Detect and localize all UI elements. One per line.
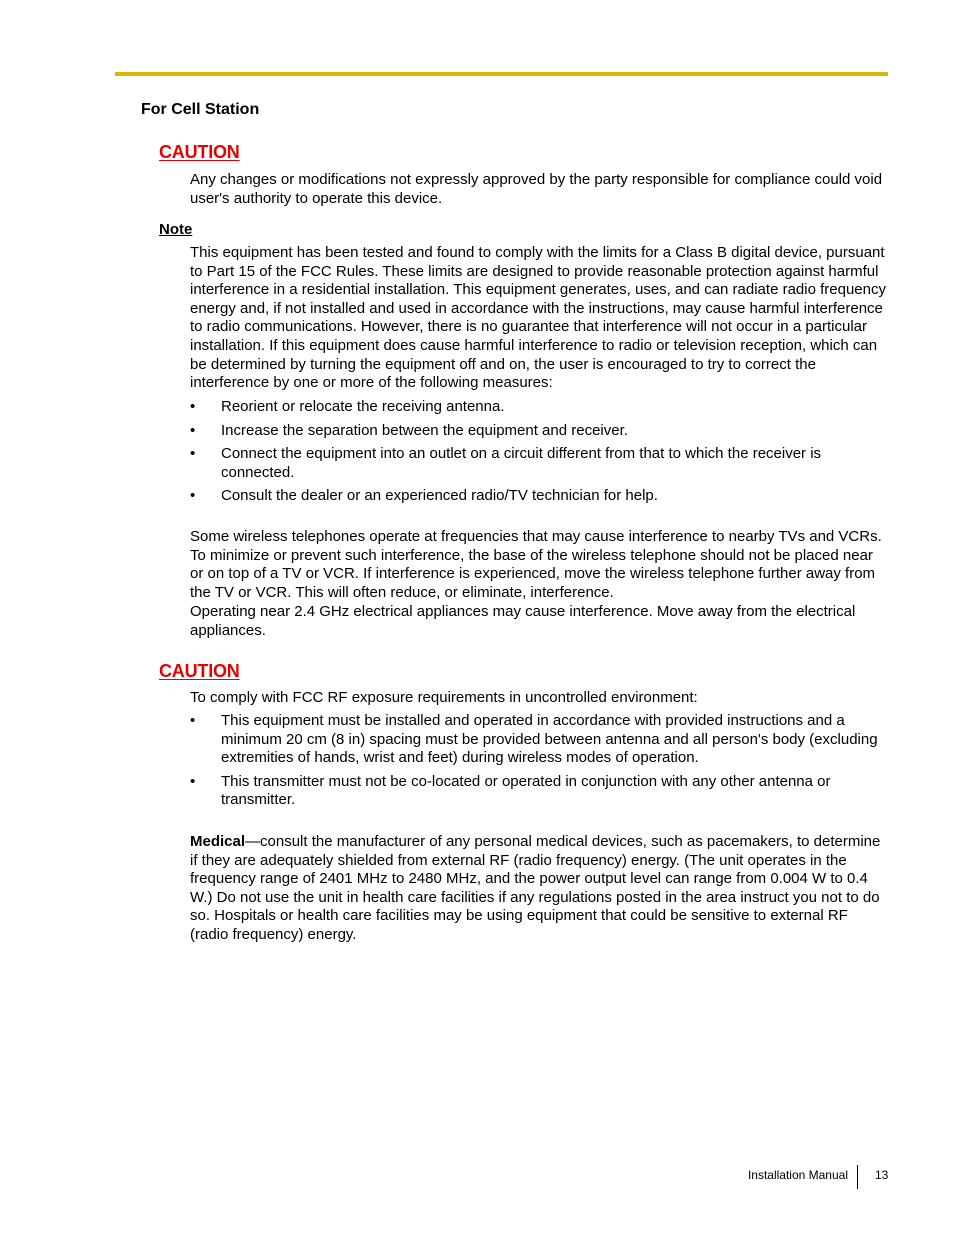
caution-text-1: Any changes or modifications not expressly approved by the party responsible for compliance could void user's authority to operate this device. (190, 171, 883, 207)
bullet-glyph: • (190, 398, 196, 415)
rf-exposure-list (190, 712, 890, 815)
bullet-glyph: • (190, 487, 196, 505)
list-item: • This equipment must be installed and operated in accordance with provided instructions and a minimum 20 cm (8 in) spacing must be provided between antenna and all person's body (excluding extremities of hands, wrist and feet) during wireless modes of operation. (190, 712, 878, 767)
list-item: • Consult the dealer or an experienced radio/TV technician for help. (190, 487, 658, 505)
bullet-glyph: • (190, 712, 196, 729)
footer-title: Installation Manual (747, 1168, 848, 1182)
bullet-glyph: • (190, 421, 196, 439)
medical-paragraph (190, 833, 890, 945)
caution-heading-1: CAUTION (159, 142, 240, 162)
list-item: • Connect the equipment into an outlet on a circuit different from that to which the receiver is connected. (190, 445, 822, 481)
section-title: For Cell Station (141, 101, 260, 118)
bullet-glyph: • (190, 772, 196, 790)
footer-divider (857, 1165, 858, 1189)
operating-note-text: Operating near 2.4 GHz electrical appliances may cause interference. Move away from the electrical appliances. (190, 603, 856, 639)
list-item: • This transmitter must not be co-located or operated in conjunction with any other antenna or transmitter. (190, 772, 831, 809)
bullet-glyph: • (190, 445, 196, 463)
page-number: 13 (875, 1168, 889, 1182)
interference-measures-list (190, 398, 890, 511)
note-text: This equipment has been tested and found to comply with the limits for a Class B digital device, pursuant to Part 15 of the FCC Rules. These limits are designed to provide reasonable protection against harmful interference in a residential installation. This equipment generates, uses, and can radiate radio frequency energy and, if not installed and used in accordance with the instructions, may cause harmful interference to radio communications. However, there is no guarantee that interference will not occur in a particular installation. If this equipment does cause harmful interference to radio or television reception, which can be determined by turning the equipment off and on, the user is encouraged to try to correct the interference by one or more of the following measures: (190, 244, 886, 392)
list-item: • Increase the separation between the equipment and receiver. (190, 421, 628, 439)
caution-intro-2: To comply with FCC RF exposure requirements in uncontrolled environment: (190, 689, 698, 706)
list-item: • Reorient or relocate the receiving antenna. (190, 398, 505, 415)
wireless-interference-text: Some wireless telephones operate at frequencies that may cause interference to nearby TVs and VCRs. To minimize or prevent such interference, the base of the wireless telephone should not be placed near or on top of a TV or VCR. If interference is experienced, move the wireless telephone further away from the TV or VCR. This will often reduce, or eliminate, interference. (190, 528, 882, 601)
note-heading: Note (159, 221, 193, 238)
medical-label: Medical (190, 833, 246, 850)
page-footer (700, 1165, 890, 1189)
medical-text: —consult the manufacturer of any personal medical devices, such as pacemakers, to determine if they are adequately shielded from external RF (radio frequency) energy. (The unit operates in the frequency range of 2401 MHz to 2480 MHz, and the power output level can range from 0.004 W to 0.4 W.) Do not use the unit in health care facilities if any regulations posted in the area instruct you not to do so. Hospitals or health care facilities may be using equipment that could be sensitive to external RF (radio frequency) energy. (190, 833, 881, 943)
caution-heading-2: CAUTION (159, 661, 240, 681)
header-rule (115, 72, 888, 76)
